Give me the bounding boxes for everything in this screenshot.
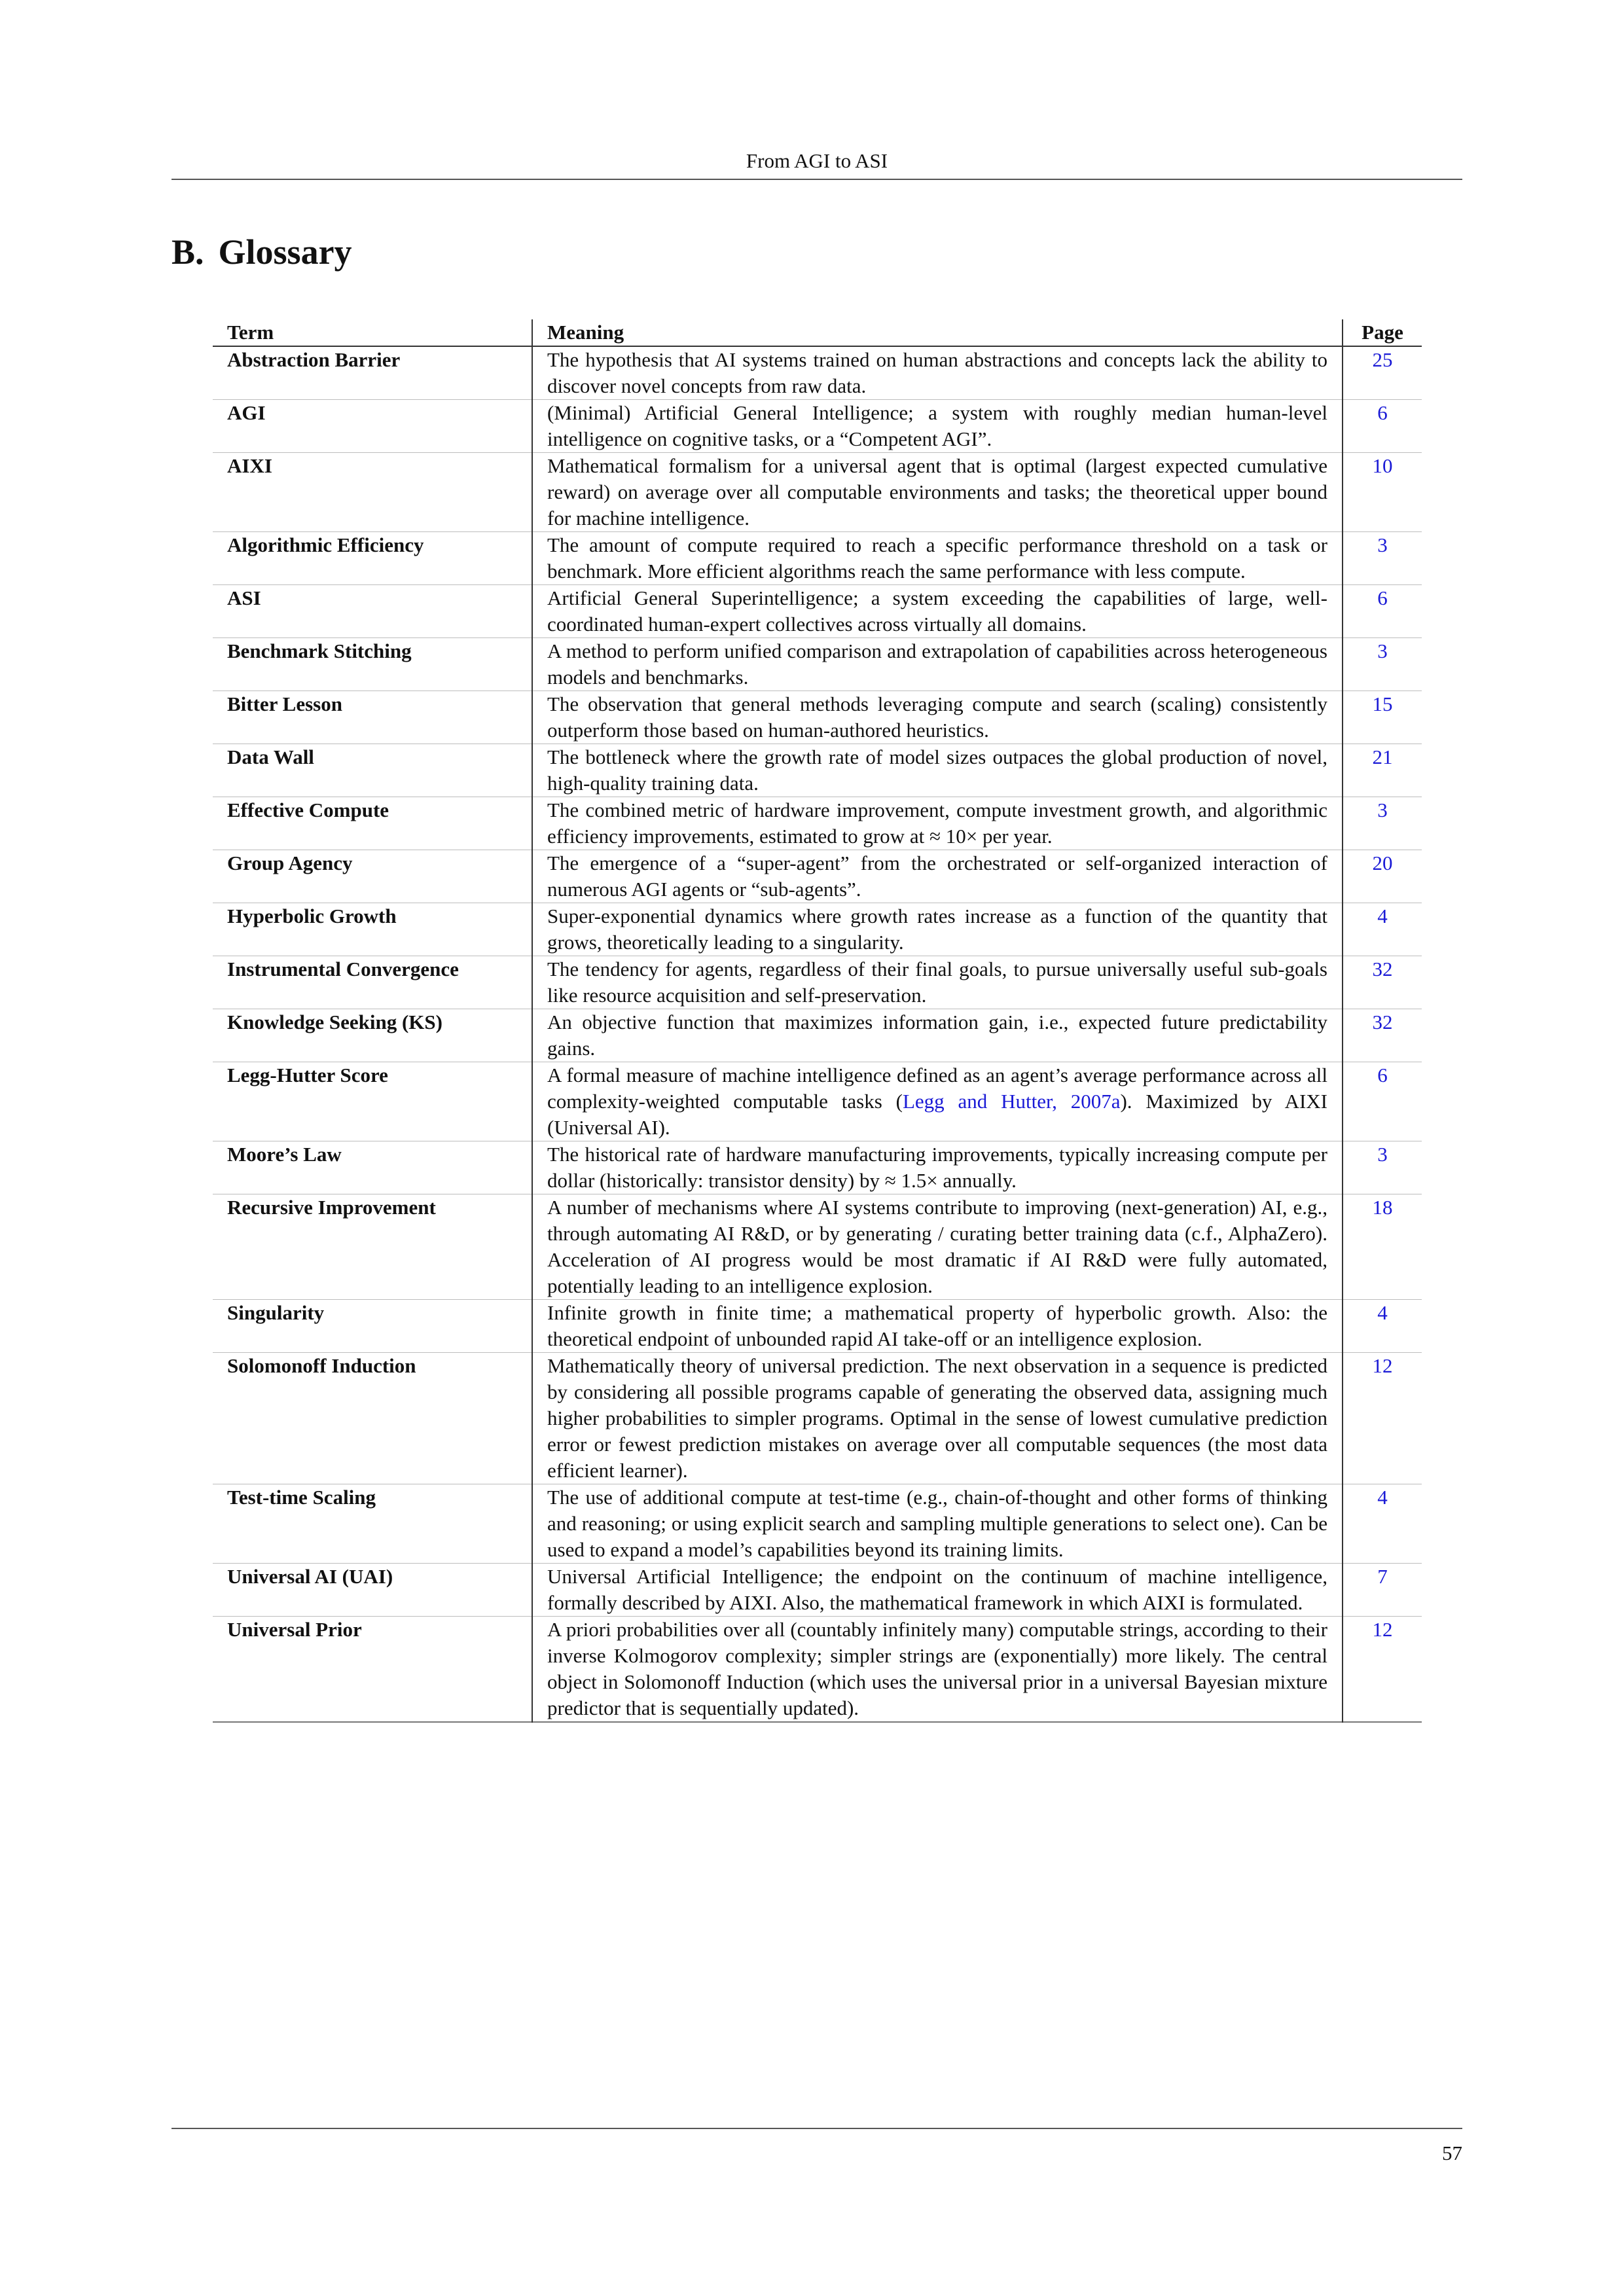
glossary-row	[213, 400, 1422, 453]
glossary-meaning: A number of mechanisms where AI systems contribute to improving (next-generation) AI, e.g., through automating AI R&D, or by generating / curating better training data (c.f., AlphaZero). Acceleration of AI progress would be most dramatic if AI R&D were fully automated, potentially leading to an intelligence explosion.	[532, 1194, 1343, 1300]
glossary-term: Universal AI (UAI)	[227, 1565, 393, 1588]
glossary-meaning: Super-exponential dynamics where growth rates increase as a function of the quantity that grows, theoretically leading to a singularity.	[532, 903, 1343, 956]
glossary-meaning: Artificial General Superintelligence; a system exceeding the capabilities of large, well-coordinated human-expert collectives across virtually all domains.	[532, 585, 1343, 638]
glossary-meaning: The historical rate of hardware manufacturing improvements, typically increasing compute per dollar (historically: transistor density) by ≈ 1.5× annually.	[532, 1141, 1343, 1194]
glossary-term: Moore’s Law	[227, 1143, 342, 1166]
page-link[interactable]: 7	[1377, 1565, 1388, 1588]
citation-link[interactable]: Legg and Hutter, 2007a	[902, 1090, 1121, 1113]
page-link[interactable]: 15	[1372, 692, 1393, 715]
page-link[interactable]: 18	[1372, 1196, 1393, 1219]
glossary-meaning: A method to perform unified comparison and extrapolation of capabilities across heterogeneous models and benchmarks.	[532, 638, 1343, 691]
glossary-row	[213, 532, 1422, 585]
glossary-term: Abstraction Barrier	[227, 348, 401, 371]
glossary-meaning: Infinite growth in finite time; a mathematical property of hyperbolic growth. Also: the theoretical endpoint of unbounded rapid AI take-off or an intelligence explosion.	[532, 1300, 1343, 1353]
meaning-text: A formal measure of machine intelligence defined as an agent’s average performance across all complexity-weighted computable tasks (	[547, 1064, 1327, 1113]
glossary-row	[213, 850, 1422, 903]
glossary-term: Group Agency	[227, 852, 353, 874]
page-link[interactable]: 4	[1377, 905, 1388, 927]
glossary-term: AIXI	[227, 454, 272, 477]
section-number: B.	[171, 232, 204, 272]
page-link[interactable]: 12	[1372, 1618, 1393, 1641]
glossary-meaning: Universal Artificial Intelligence; the endpoint on the continuum of machine intelligence, formally described by AIXI. Also, the mathematical framework in which AIXI is formulated.	[532, 1564, 1343, 1617]
page-link[interactable]: 20	[1372, 852, 1393, 874]
page-link[interactable]: 3	[1377, 798, 1388, 821]
footer-rule	[171, 2128, 1462, 2129]
glossary-term: Universal Prior	[227, 1618, 362, 1641]
page-link[interactable]: 4	[1377, 1486, 1388, 1509]
glossary-meaning: Mathematical formalism for a universal agent that is optimal (largest expected cumulative reward) on average over all computable environments and tasks; the theoretical upper bound for machine intelligence.	[532, 453, 1343, 532]
page-link[interactable]: 3	[1377, 533, 1388, 556]
glossary-row	[213, 1353, 1422, 1484]
page-link[interactable]: 32	[1372, 958, 1393, 980]
meaning-text: ). Maximized by AIXI (Universal AI).	[547, 1090, 1327, 1139]
glossary-meaning: The bottleneck where the growth rate of model sizes outpaces the global production of novel, high-quality training data.	[532, 744, 1343, 797]
glossary-term: Recursive Improvement	[227, 1196, 436, 1219]
glossary-row	[213, 1141, 1422, 1194]
glossary-row	[213, 1484, 1422, 1564]
glossary-row	[213, 903, 1422, 956]
page-link[interactable]: 4	[1377, 1301, 1388, 1324]
glossary-row	[213, 1194, 1422, 1300]
glossary-term: Instrumental Convergence	[227, 958, 459, 980]
glossary-meaning: The combined metric of hardware improvement, compute investment growth, and algorithmic efficiency improvements, estimated to grow at ≈ 10× per year.	[532, 797, 1343, 850]
section-title	[171, 229, 352, 275]
glossary-meaning: (Minimal) Artificial General Intelligence; a system with roughly median human-level intelligence on cognitive tasks, or a “Competent AGI”.	[532, 400, 1343, 453]
page-link[interactable]: 6	[1377, 401, 1388, 424]
term-column-header: Term	[227, 321, 274, 344]
glossary-meaning: A priori probabilities over all (countably infinitely many) computable strings, according to their inverse Kolmogorov complexity; simpler strings are (exponentially) more likely. The central object in Solomonoff Induction (which uses the universal prior in a universal Bayesian mixture predictor that is sequentially updated).	[532, 1617, 1343, 1723]
glossary-meaning: The tendency for agents, regardless of their final goals, to pursue universally useful sub-goals like resource acquisition and self-preservation.	[532, 956, 1343, 1009]
glossary-term: Test-time Scaling	[227, 1486, 376, 1509]
glossary-meaning: The hypothesis that AI systems trained on human abstractions and concepts lack the ability to discover novel concepts from raw data.	[532, 346, 1343, 400]
glossary-meaning: The observation that general methods leveraging compute and search (scaling) consistently outperform those based on human-authored heuristics.	[532, 691, 1343, 744]
glossary-term: Legg-Hutter Score	[227, 1064, 388, 1086]
glossary-term: Benchmark Stitching	[227, 639, 412, 662]
glossary-row	[213, 1062, 1422, 1141]
glossary-row	[213, 1564, 1422, 1617]
page-link[interactable]: 21	[1372, 745, 1393, 768]
glossary-meaning	[532, 1062, 1343, 1141]
glossary-term: Effective Compute	[227, 798, 389, 821]
page-link[interactable]: 12	[1372, 1354, 1393, 1377]
glossary-term: Singularity	[227, 1301, 325, 1324]
glossary-meaning: The emergence of a “super-agent” from the orchestrated or self-organized interaction of numerous AGI agents or “sub-agents”.	[532, 850, 1343, 903]
page-link[interactable]: 3	[1377, 639, 1388, 662]
page-link[interactable]: 10	[1372, 454, 1393, 477]
page-link[interactable]: 6	[1377, 1064, 1388, 1086]
page-link[interactable]: 3	[1377, 1143, 1388, 1166]
page-link[interactable]: 25	[1372, 348, 1393, 371]
glossary-term: Data Wall	[227, 745, 314, 768]
glossary-row	[213, 453, 1422, 532]
meaning-column-header: Meaning	[532, 319, 1343, 346]
glossary-meaning: The use of additional compute at test-time (e.g., chain-of-thought and other forms of thinking and reasoning; or using explicit search and sampling multiple generations to select one). Can be used to expand a model’s capabilities beyond its training limits.	[532, 1484, 1343, 1564]
glossary-term: Algorithmic Efficiency	[227, 533, 424, 556]
glossary-row	[213, 638, 1422, 691]
header-rule	[171, 179, 1462, 180]
page-link[interactable]: 32	[1372, 1011, 1393, 1033]
glossary-meaning: Mathematically theory of universal prediction. The next observation in a sequence is predicted by considering all possible programs capable of generating the observed data, assigning much higher probabilities to simpler programs. Optimal in the sense of lowest cumulative prediction error or fewest prediction mistakes on average over all computable sequences (the most data efficient learner).	[532, 1353, 1343, 1484]
glossary-table	[213, 319, 1422, 1723]
glossary-row	[213, 346, 1422, 400]
glossary-row	[213, 956, 1422, 1009]
glossary-term: ASI	[227, 586, 261, 609]
glossary-row	[213, 585, 1422, 638]
glossary-row	[213, 1300, 1422, 1353]
running-head: From AGI to ASI	[746, 149, 888, 172]
page-column-header: Page	[1362, 321, 1403, 344]
glossary-term: Solomonoff Induction	[227, 1354, 416, 1377]
glossary-row	[213, 1009, 1422, 1062]
glossary-term: Hyperbolic Growth	[227, 905, 397, 927]
glossary-row	[213, 1617, 1422, 1723]
glossary-meaning: The amount of compute required to reach a specific performance threshold on a task or benchmark. More efficient algorithms reach the same performance with less compute.	[532, 532, 1343, 585]
section-title-text: Glossary	[218, 232, 352, 272]
glossary-term: AGI	[227, 401, 266, 424]
page-link[interactable]: 6	[1377, 586, 1388, 609]
glossary-term: Knowledge Seeking (KS)	[227, 1011, 442, 1033]
glossary-meaning: An objective function that maximizes information gain, i.e., expected future predictability gains.	[532, 1009, 1343, 1062]
glossary-term: Bitter Lesson	[227, 692, 342, 715]
glossary-row	[213, 797, 1422, 850]
glossary-row	[213, 744, 1422, 797]
page-number: 57	[1442, 2142, 1462, 2164]
glossary-header-row	[213, 319, 1422, 346]
glossary-row	[213, 691, 1422, 744]
